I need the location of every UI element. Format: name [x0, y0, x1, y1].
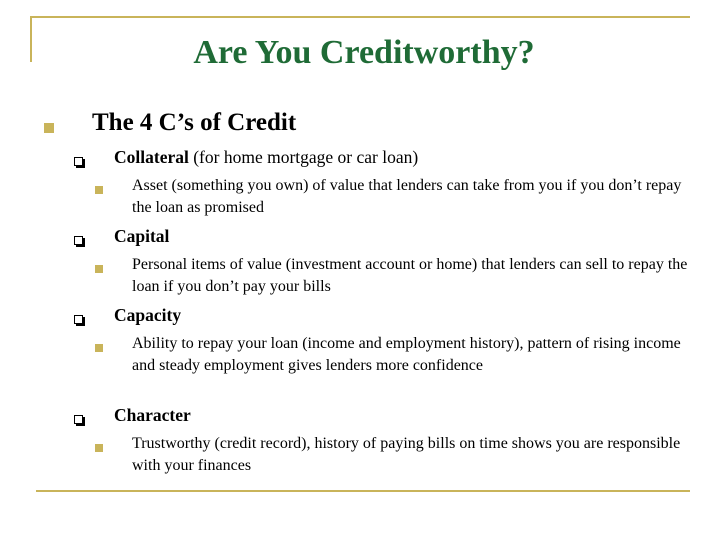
item-label: Character — [114, 405, 191, 425]
item-detail: Personal items of value (investment account or home) that lenders can sell to repay the loan if you don’t pay your bills — [132, 256, 688, 295]
item-label: Collateral — [114, 147, 189, 167]
item-capacity — [114, 304, 181, 326]
item-detail: Trustworthy (credit record), history of paying bills on time shows you are responsible with your finances — [132, 435, 681, 474]
item-detail: Asset (something you own) of value that lenders can take from you if you don’t repay the loan as promised — [132, 177, 682, 216]
checkbox-bullet-icon — [74, 311, 83, 329]
section-heading: The 4 C’s of Credit — [92, 109, 297, 136]
square-bullet-icon — [95, 339, 103, 357]
item-collateral — [114, 146, 418, 168]
item-detail: Ability to repay your loan (income and employment history), pattern of rising income and steady employment gives lenders more confidence — [132, 335, 681, 374]
checkbox-bullet-icon — [74, 232, 83, 250]
item-note: (for home mortgage or car loan) — [188, 147, 419, 167]
item-capital — [114, 225, 169, 247]
slide-title: Are You Creditworthy? — [193, 34, 535, 71]
item-character — [114, 404, 191, 426]
square-bullet-icon — [95, 260, 103, 278]
heading-bullet-icon — [44, 120, 54, 138]
square-bullet-icon — [95, 439, 103, 457]
square-bullet-icon — [95, 181, 103, 199]
item-label: Capital — [114, 226, 170, 246]
checkbox-bullet-icon — [74, 153, 83, 171]
checkbox-bullet-icon — [74, 411, 83, 429]
item-label: Capacity — [114, 305, 182, 325]
